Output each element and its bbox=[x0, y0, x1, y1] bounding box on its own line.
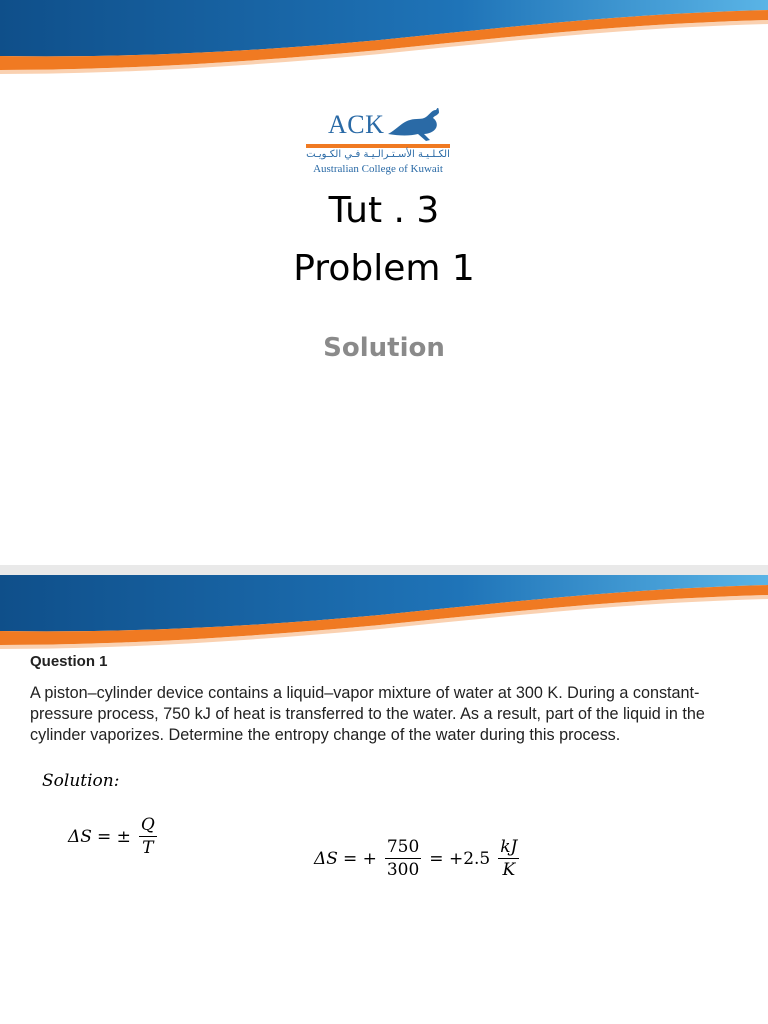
solution-slide bbox=[0, 575, 768, 1024]
question-text: A piston–cylinder device contains a liquid–vapor mixture of water at 300 K. During a constant-pressure process, 750 kJ of heat is transferred to the water. As a result, part of the liquid in the cylinder vaporizes. Determine the entropy change of the water during this process. bbox=[30, 684, 705, 744]
kangaroo-icon bbox=[386, 108, 448, 142]
eq1-numerator: Q bbox=[140, 815, 155, 835]
header-banner bbox=[0, 575, 768, 650]
college-logo bbox=[306, 108, 456, 180]
eq1-fraction bbox=[139, 815, 157, 858]
eq2-operator: = + bbox=[342, 848, 377, 869]
logo-orange-bar bbox=[306, 144, 450, 148]
eq1-denominator: T bbox=[142, 838, 154, 858]
slide-separator bbox=[0, 565, 768, 575]
eq2-denominator: 300 bbox=[386, 860, 420, 880]
eq1-lhs: ΔS bbox=[68, 826, 92, 847]
eq2-unit-numerator: kJ bbox=[500, 837, 518, 857]
eq1-operator: = ± bbox=[96, 826, 131, 847]
logo-arabic-name: الكـلـيـة الأسـتـرالـيـة فـي الكـويـت bbox=[306, 149, 450, 160]
question-heading: Question 1 bbox=[30, 653, 108, 670]
eq2-unit bbox=[498, 837, 519, 880]
eq2-lhs: ΔS bbox=[314, 848, 338, 869]
eq2-fraction bbox=[385, 837, 421, 880]
slide-title-line2: Problem 1 bbox=[293, 248, 475, 289]
eq2-result: = +2.5 bbox=[429, 848, 491, 869]
slide-subtitle: Solution bbox=[323, 333, 445, 363]
eq2-numerator: 750 bbox=[386, 837, 420, 857]
slide-title-line1: Tut . 3 bbox=[328, 190, 440, 231]
entropy-formula bbox=[68, 815, 160, 858]
entropy-calculation bbox=[314, 837, 522, 880]
logo-english-name: Australian College of Kuwait bbox=[313, 163, 443, 175]
logo-acronym: ACK bbox=[328, 110, 385, 139]
header-banner bbox=[0, 0, 768, 75]
solution-label: Solution: bbox=[42, 771, 120, 791]
eq2-unit-denominator: K bbox=[502, 860, 516, 880]
